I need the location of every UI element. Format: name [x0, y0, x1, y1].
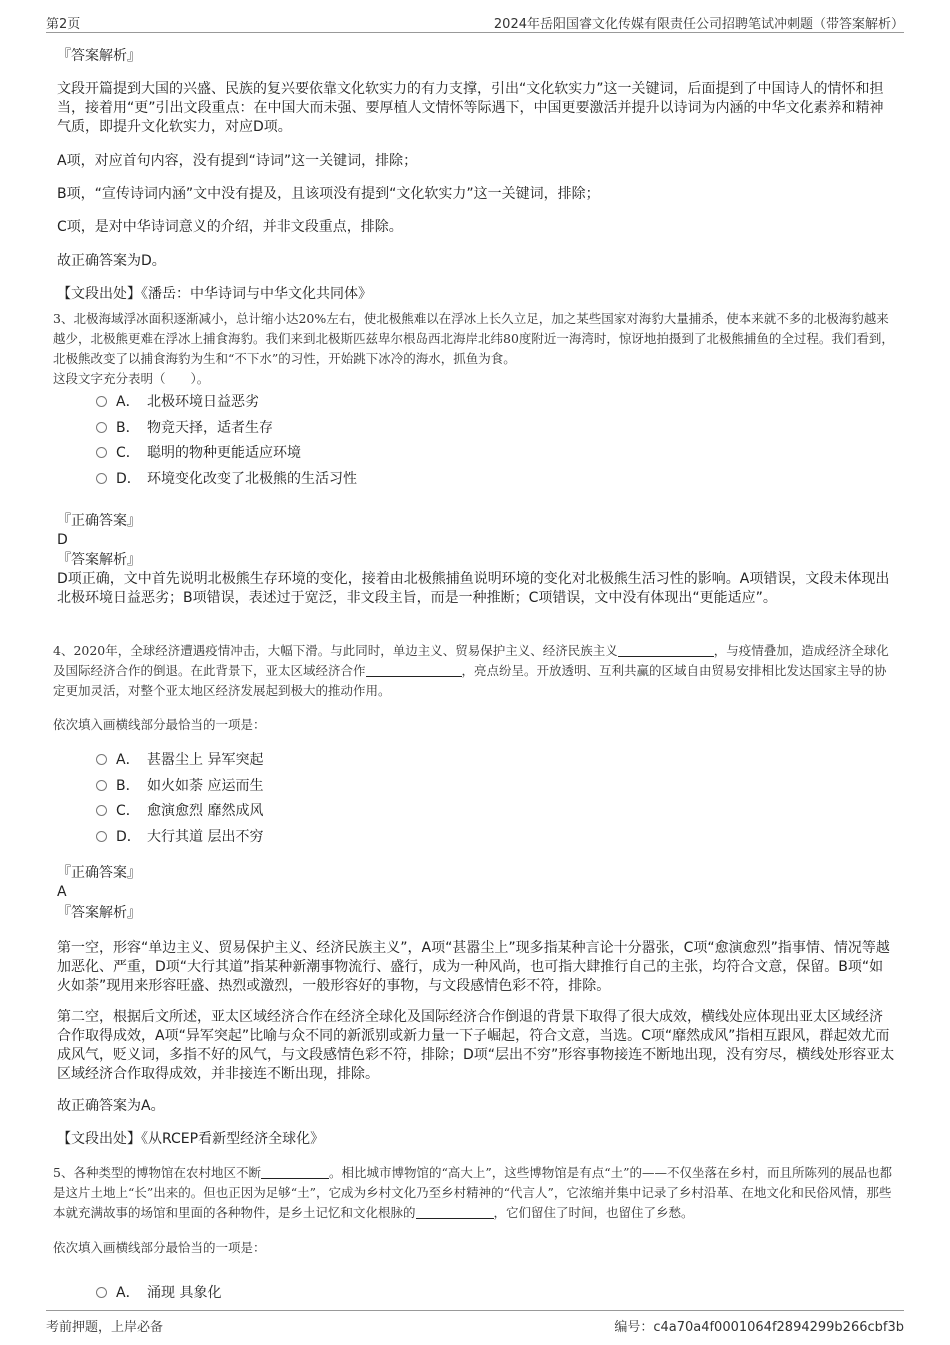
radio-icon[interactable] — [96, 396, 107, 407]
document-title: 2024年岳阳国睿文化传媒有限责任公司招聘笔试冲刺题（带答案解析） — [493, 17, 904, 32]
radio-icon[interactable] — [96, 473, 107, 484]
radio-icon[interactable] — [96, 422, 107, 433]
blank-2 — [416, 1204, 494, 1219]
q4-answer: A — [57, 884, 67, 900]
q4-source: 【文段出处】《从RCEP看新型经济全球化》 — [57, 1131, 325, 1147]
q4-option-b[interactable]: B． 如火如荼 应运而生 — [96, 776, 263, 796]
q3-analysis: D项正确，文中首先说明北极熊生存环境的变化，接着由北极熊捕鱼说明环境的变化对北极熊生活习性的影响。A项错误，文段未体现出北极环境日益恶劣；B项错误，表述过于宽泛，非文段主旨，而是一种推断；C项错误，文中没有体现出“更能适应”。 — [57, 571, 890, 606]
q4-stem: 4、2020年，全球经济遭遇疫情冲击，大幅下滑。与此同时，单边主义、贸易保护主义、经济民族主义 ，与疫情叠加，造成经济全球化及国际经济合作的倒退。在此背景下，亚太区域经济合作 ，亮点纷呈。开放透明、互利共赢的区域自由贸易安排相比发达国家主导的协定更加灵活，对整个亚太地区经济发展起到极大的推动作用。 — [53, 643, 889, 698]
radio-icon[interactable] — [96, 1287, 107, 1298]
radio-icon[interactable] — [96, 780, 107, 791]
q5-prompt: 依次填入画横线部分最恰当的一项是： — [53, 1240, 266, 1255]
q2-analysis-p2: A项，对应首句内容，没有提到“诗词”这一关键词，排除； — [57, 153, 418, 169]
radio-icon[interactable] — [96, 447, 107, 458]
page-header — [46, 10, 904, 33]
footer-slogan: 考前押题，上岸必备 — [46, 1320, 164, 1335]
q4-option-c[interactable]: C． 愈演愈烈 靡然成风 — [96, 801, 263, 821]
q3-analysis-label: 『答案解析』 — [57, 552, 141, 568]
q3-option-c[interactable]: C． 聪明的物种更能适应环境 — [96, 443, 301, 463]
q4-option-d[interactable]: D． 大行其道 层出不穷 — [96, 827, 263, 847]
q5-stem: 5、各种类型的博物馆在农村地区不断 。相比城市博物馆的“高大上”，这些博物馆是有点“土”的——不仅坐落在乡村，而且所陈列的展品也都是这片土地上“长”出来的。但也正因为足够“土”，它成为乡村文化乃至乡村精神的“代言人”，它浓缩并集中记录了乡村沿革、在地文化和民俗风情，那些本就充满故事的场馆和里面的各种物件，是乡土记忆和文化根脉的 ，它们留住了时间，也留住了乡愁。 — [53, 1165, 893, 1220]
q4-prompt: 依次填入画横线部分最恰当的一项是： — [53, 717, 266, 732]
q2-source: 【文段出处】《潘岳：中华诗词与中华文化共同体》 — [57, 286, 372, 302]
page-footer — [46, 1310, 904, 1333]
q2-analysis-label: 『答案解析』 — [57, 48, 141, 64]
radio-icon[interactable] — [96, 754, 107, 765]
q4-analysis-p1: 第一空，形容“单边主义、贸易保护主义、经济民族主义”，A项“甚嚣尘上”现多指某种言论十分嚣张，C项“愈演愈烈”指事情、情况等越加恶化、严重，D项“大行其道”指某种新潮事物流行、盛行，成为一种风尚，也可指大肆推行自己的主张，均符合文意，保留。B项“如火如荼”现用来形容旺盛、热烈或激烈，一般形容好的事物，与文段感情色彩不符，排除。 — [57, 940, 890, 994]
q5-option-a[interactable]: A． 涌现 具象化 — [96, 1283, 221, 1303]
q3-option-b[interactable]: B． 物竞天择，适者生存 — [96, 418, 273, 438]
q2-analysis-p4: C项，是对中华诗词意义的介绍，并非文段重点，排除。 — [57, 219, 403, 235]
radio-icon[interactable] — [96, 831, 107, 842]
q3-option-d[interactable]: D． 环境变化改变了北极熊的生活习性 — [96, 469, 357, 489]
q3-answer: D — [57, 532, 68, 548]
q3-option-a[interactable]: A． 北极环境日益恶劣 — [96, 392, 259, 412]
q4-option-a[interactable]: A． 甚嚣尘上 异军突起 — [96, 750, 263, 770]
q4-analysis-p3: 故正确答案为A。 — [57, 1098, 165, 1114]
document-id: 编号：c4a70a4f0001064f2894299b266cbf3b — [614, 1320, 904, 1335]
q4-answer-label: 『正确答案』 — [57, 865, 141, 881]
blank-1 — [618, 642, 714, 657]
radio-icon[interactable] — [96, 805, 107, 816]
q2-analysis-p1: 文段开篇提到大国的兴盛、民族的复兴要依靠文化软实力的有力支撑，引出“文化软实力”这一关键词，后面提到了中国诗人的情怀和担当，接着用“更”引出文段重点：在中国大而未强、要厚植人文情怀等际遇下，中国更要激活并提升以诗词为内涵的中华文化素养和精神气质，即提升文化软实力，对应D项。 — [57, 81, 884, 135]
blank-2 — [366, 662, 462, 677]
blank-1 — [261, 1164, 329, 1179]
page-number: 第2页 — [46, 17, 81, 32]
q4-analysis-p2: 第二空，根据后文所述，亚太区域经济合作在经济全球化及国际经济合作倒退的背景下取得了很大成效，横线处应体现出亚太区域经济合作取得成效，A项“异军突起”比喻与众不同的新派别或新力量一下子崛起，符合文意，当选。C项“靡然成风”指相互跟风，群起效尤而成风气，贬义词，多指不好的风气，与文段感情色彩不符，排除；D项“层出不穷”形容事物接连不断地出现，没有穷尽，横线处形容亚太区域经济合作取得成效，并非接连不断出现，排除。 — [57, 1009, 895, 1082]
q3-answer-label: 『正确答案』 — [57, 513, 141, 529]
q3-stem: 3、北极海域浮冰面积逐渐减小，总计缩小达20%左右，使北极熊难以在浮冰上长久立足，加之某些国家对海豹大量捕杀，使本来就不多的北极海豹越来越少，北极熊更难在浮冰上捕食海豹。我们来到北极斯匹兹卑尔根岛西北海岸北纬80度附近一海湾时，惊讶地拍摄到了北极熊捕鱼的全过程。我们看到，北极熊改变了以捕食海豹为生和“不下水”的习性，开始跳下冰冷的海水，抓鱼为食。 — [53, 311, 894, 366]
q2-analysis-p5: 故正确答案为D。 — [57, 253, 166, 269]
q3-prompt: 这段文字充分表明（ ）。 — [53, 371, 210, 386]
q2-analysis-p3: B项，“宣传诗词内涵”文中没有提及，且该项没有提到“文化软实力”这一关键词，排除； — [57, 186, 600, 202]
q4-analysis-label: 『答案解析』 — [57, 905, 141, 921]
